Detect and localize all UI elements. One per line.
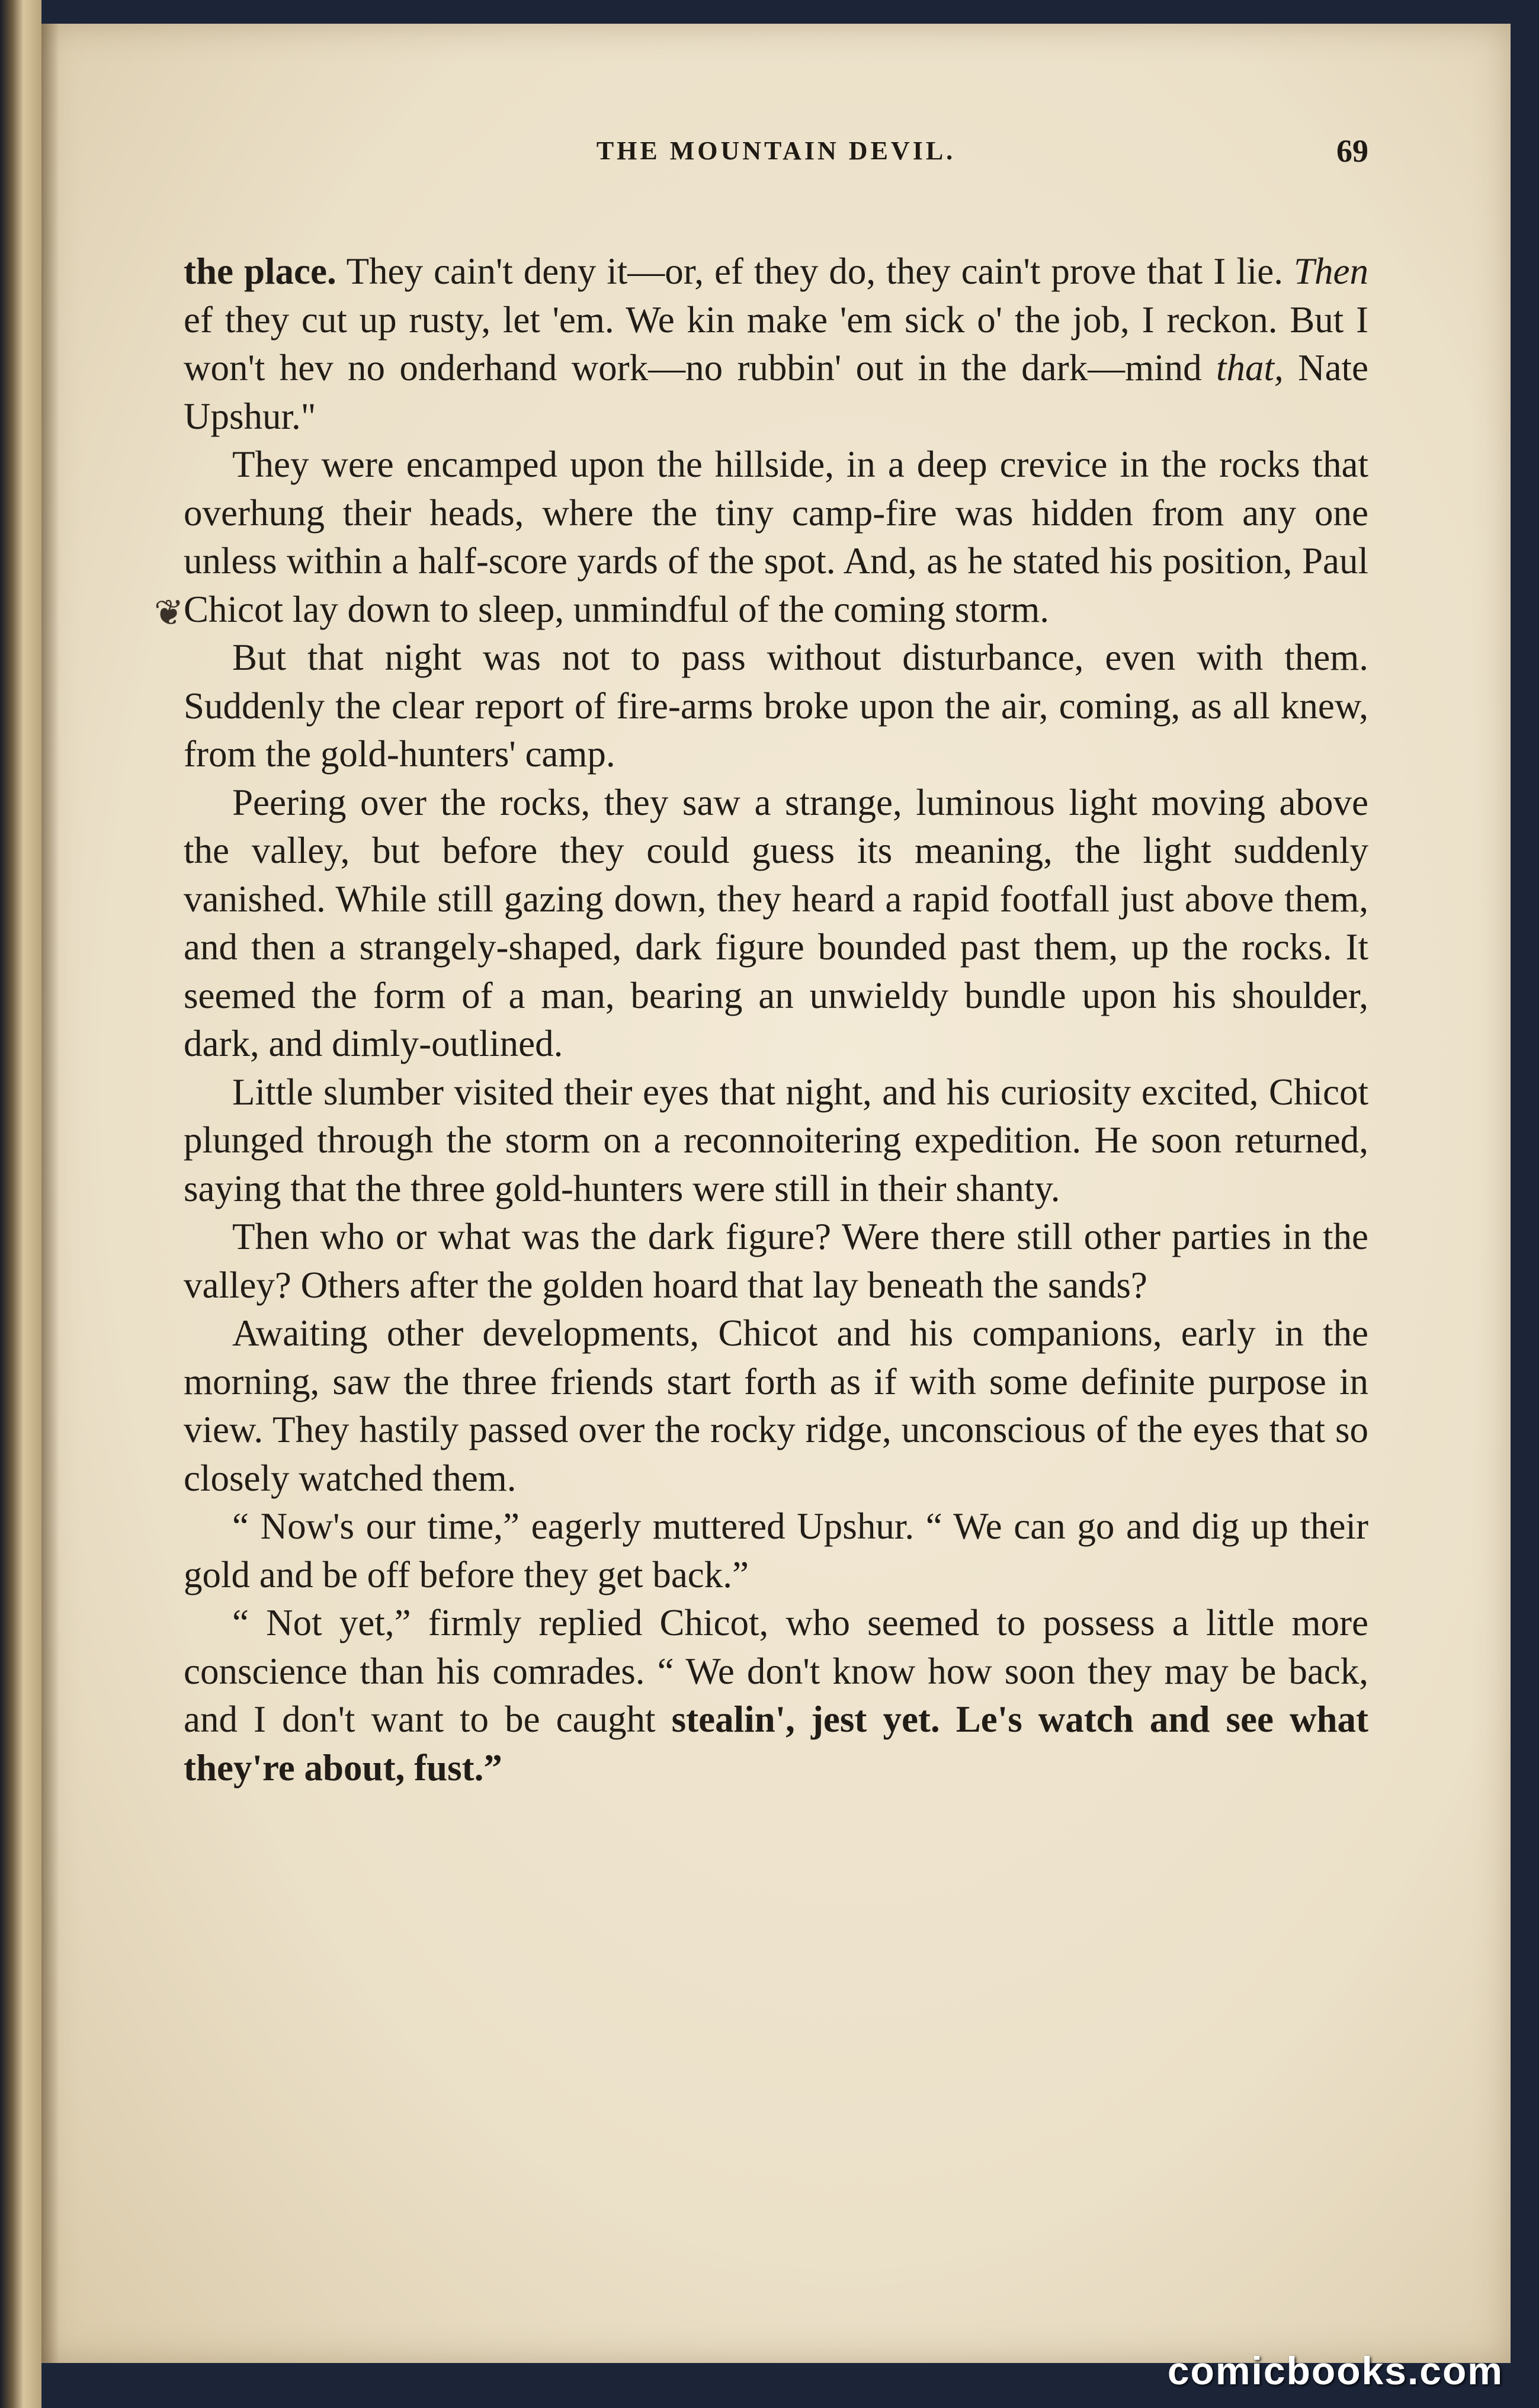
paragraph	[184, 1068, 1368, 1213]
text-run: “ Now's our time,” eagerly muttered Upshur. “ We can go and dig up their gold and be off before they get back.”	[184, 1505, 1368, 1595]
text-run: Peering over the rocks, they saw a strange, luminous light moving above the valley, but before they could guess its meaning, the light suddenly vanished. While still gazing down, they heard a rapid footfall just above them, and then a strangely-shaped, dark figure bounded past them, up the rocks. It seemed the form of a man, bearing an unwieldy bundle upon his shoulder, dark, and dimly-outlined.	[184, 781, 1368, 1064]
text-run: that,	[1216, 347, 1284, 389]
text-run: Little slumber visited their eyes that night, and his curiosity excited, Chicot plunged through the storm on a reconnoitering expedition. He soon returned, saying that the three gold-hunters were still in their shanty.	[184, 1071, 1368, 1209]
paragraph	[184, 1213, 1368, 1309]
page-number: 69	[1336, 133, 1368, 169]
text-run: They cain't deny it—or, ef they do, they cain't prove that I lie.	[336, 251, 1294, 292]
paragraph	[184, 634, 1368, 779]
text-run: Then who or what was the dark figure? Were there still other parties in the valley? Others after the golden hoard that lay beneath the sands?	[184, 1216, 1368, 1306]
text-run: ef they cut up rusty, let 'em. We kin make 'em sick o' the job, I reckon. But I won't hev no onderhand work—no rubbin' out in the dark—mind	[184, 298, 1368, 389]
text-run: stealin', jest yet. Le's watch and see what they're about, fust.”	[184, 1699, 1368, 1789]
paragraph	[184, 1599, 1368, 1792]
paragraph	[184, 1502, 1368, 1599]
text-run: But that night was not to pass without disturbance, even with them. Suddenly the clear report of fire-arms broke upon the air, coming, as all knew, from the gold-hunters' camp.	[184, 637, 1368, 775]
text-run: “ Not yet,” firmly replied Chicot, who seemed to possess a little more conscience than his comrades. “ We don't know how soon they may be back, and I don't want to be caught	[184, 1602, 1368, 1740]
spine-shadow	[41, 24, 59, 2363]
book-page	[41, 24, 1511, 2363]
paragraph	[184, 779, 1368, 1068]
paragraph	[184, 1309, 1368, 1502]
text-run: the place.	[184, 251, 336, 292]
text-run: Awaiting other developments, Chicot and his companions, early in the morning, saw the three friends start forth as if with some definite purpose in view. They hastily passed over the rocky ridge, unconscious of the eyes that so closely watched them.	[184, 1312, 1368, 1499]
body-text	[184, 248, 1368, 1792]
page-header	[184, 130, 1368, 172]
book-spine-edge	[0, 0, 41, 2408]
text-run: Nate Upshur."	[184, 347, 1368, 437]
running-title: THE MOUNTAIN DEVIL.	[596, 136, 956, 165]
paragraph	[184, 248, 1368, 441]
text-run: They were encamped upon the hillside, in a deep crevice in the rocks that overhung their heads, where the tiny camp-fire was hidden from any one unless within a half-score yards of the spot. And, as he stated his position, Paul Chicot lay down to sleep, unmindful of the coming storm.	[184, 444, 1368, 630]
watermark: comicbooks.com	[1167, 2349, 1503, 2393]
paragraph	[184, 441, 1368, 634]
text-run: Then	[1294, 251, 1368, 292]
ink-blot-mark: ❦	[154, 593, 184, 632]
